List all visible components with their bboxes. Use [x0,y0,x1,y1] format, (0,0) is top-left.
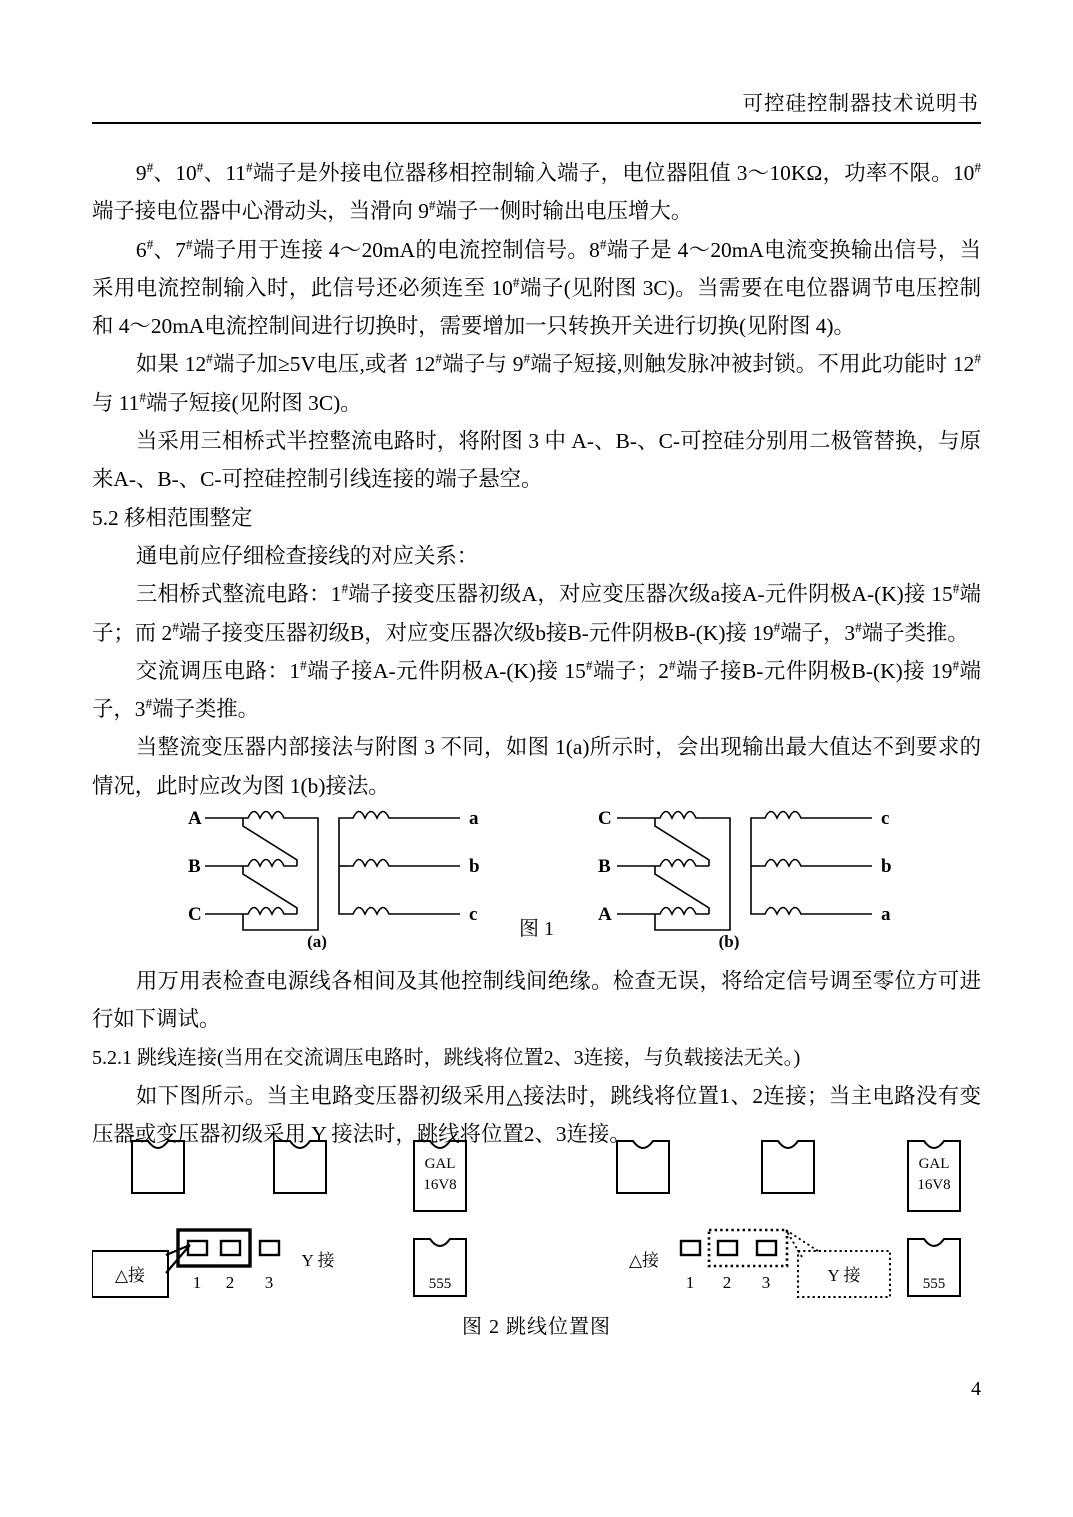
fig2-left-y-label: Y 接 [301,1251,335,1270]
fig1a-secondary-windings [339,812,460,915]
superscript-hash: # [185,236,193,252]
fig2-right-chip-gal-line1: GAL [918,1156,950,1172]
figure-2-left-variant [92,1141,466,1297]
fig2-right-delta-label: △接 [628,1251,660,1270]
fig2-left-pin-label-2: 2 [225,1273,235,1292]
paragraph-terminals-9-10-11: 9#、10#、11#端子是外接电位器移相控制输入端子，电位器阻值 3～10KΩ，功率不限。10#端子接电位器中心滑动头，当滑向 9#端子一侧时输出电压增大。 [92,159,981,224]
superscript-hash: # [145,696,153,712]
superscript-hash: # [435,351,442,367]
page-number: 4 [971,1378,981,1400]
superscript-hash: # [139,389,146,405]
fig2-left-chip-gal-line1: GAL [424,1156,456,1172]
document-body [92,154,981,805]
superscript-hash: # [146,236,154,252]
fig1a-primary-label-C: C [188,904,202,925]
superscript-hash: # [300,657,307,673]
paragraph-multimeter-check: 用万用表检查电源线各相间及其他控制线间绝缘。检查无误，将给定信号调至零位方可进行如下调试。 [92,969,981,1032]
fig1a-sublabel: (a) [307,932,327,950]
fig2-right-socket-1 [617,1141,669,1193]
paragraph-jumper-instructions: 如下图所示。当主电路变压器初级采用△接法时，跳线将位置1、2连接；当主电路没有变压器或变压器初级采用 Y 接法时，跳线将位置2、3连接。 [92,1083,981,1147]
document-body-continued [92,962,981,1153]
superscript-hash: # [669,657,676,673]
fig1a-secondary-label-b: b [469,856,480,877]
figure-1-caption: 图 1 [519,918,554,940]
heading-5-2: 5.2 移相范围整定 [92,505,253,530]
superscript-hash: # [172,619,179,635]
heading-5-2-1: 5.2.1 跳线连接(当用在交流调压电路时，跳线将位置2、3连接，与负载接法无关。) [92,1046,801,1069]
fig1a-secondary-label-a: a [469,808,479,829]
fig2-right-y-label: Y 接 [827,1266,861,1285]
paragraph-terminals-6-7-8: 6#、7#端子用于连接 4～20mA的电流控制信号。8#端子是 4～20mA电流变换输出信号，当采用电流控制输入时，此信号还必须连至 10#端子(见附图 3C)。当需要在电位器调节电压控制和 4～20mA电流控制间进行切换时，需要增加一只转换开关进行切换(见附图 4)。 [92,236,982,339]
superscript-hash: # [341,581,349,597]
fig1a-primary-label-A: A [188,808,202,829]
fig2-left-pin-1[interactable] [188,1241,207,1255]
fig2-left-delta-label: △接 [114,1266,146,1285]
fig1a-primary-label-B: B [188,856,201,877]
fig1b-primary-label-C: C [598,808,612,829]
superscript-hash: # [974,351,981,367]
superscript-hash: # [773,619,781,635]
fig1b-secondary-windings [751,812,872,915]
superscript-hash: # [974,159,981,175]
fig2-right-chip-gal-line2: 16V8 [917,1177,951,1193]
fig2-right-chip-gal [908,1141,960,1211]
fig2-right-pin-label-1: 1 [685,1273,695,1292]
fig2-left-chip-555-label: 555 [428,1276,452,1292]
superscript-hash: # [512,274,520,290]
paragraph-check-wiring: 通电前应仔细检查接线的对应关系： [135,543,479,568]
fig1b-primary-label-B: B [598,856,611,877]
paragraph-three-phase-bridge: 三相桥式整流电路：1#端子接变压器初级A，对应变压器次级a接A-元件阴极A-(K)接 15#端子；而 2#端子接变压器初级B，对应变压器次级b接B-元件阴极B-(K)接 19#端子，3#端子类推。 [92,581,981,645]
superscript-hash: # [585,657,593,673]
page-header [92,86,981,124]
fig2-right-pin-2[interactable] [718,1241,737,1255]
superscript-hash: # [523,351,531,367]
superscript-hash: # [146,159,154,175]
fig1b-secondary-label-c: c [881,808,890,829]
fig1b-secondary-label-a: a [881,904,891,925]
fig2-left-pin-label-1: 1 [192,1273,202,1292]
fig2-right-socket-2 [762,1141,814,1193]
fig1b-secondary-label-b: b [881,856,892,877]
fig2-left-socket-1 [132,1141,184,1193]
fig2-left-chip-gal [414,1141,466,1211]
fig2-left-socket-2 [274,1141,326,1193]
superscript-hash: # [245,159,253,175]
fig2-right-pin-3[interactable] [757,1241,776,1255]
superscript-hash: # [952,581,960,597]
figure-2-caption: 图 2 跳线位置图 [462,1316,611,1338]
fig1a-secondary-label-c: c [469,904,478,925]
fig2-left-delta-leader [166,1245,190,1273]
fig2-left-pin-2[interactable] [221,1241,240,1255]
header-rule [92,122,981,124]
superscript-hash: # [855,619,862,635]
fig2-right-y-leader [786,1230,818,1257]
paragraph-terminal-12-lock: 如果 12#端子加≥5V电压,或者 12#端子与 9#端子短接,则触发脉冲被封锁。不用此功能时 12#与 11#端子短接(见附图 3C)。 [92,351,981,415]
paragraph-transformer-internal: 当整流变压器内部接法与附图 3 不同，如图 1(a)所示时，会出现输出最大值达不到要求的情况，此时应改为图 1(b)接法。 [92,735,981,798]
fig2-left-pin-label-3: 3 [264,1273,274,1292]
fig2-left-pin-3[interactable] [260,1241,279,1255]
figure-2-right-variant [617,1141,960,1297]
fig1b-primary-label-A: A [598,904,612,925]
fig2-right-pin-label-3: 3 [761,1273,771,1292]
fig2-left-chip-gal-line2: 16V8 [423,1177,457,1193]
figure-2-svg [92,1133,981,1318]
superscript-hash: # [428,198,436,214]
figure-2-jumper-diagram [92,1133,981,1318]
header-title: 可控硅控制器技术说明书 [742,93,979,115]
superscript-hash: # [599,236,607,252]
superscript-hash: # [196,159,204,175]
superscript-hash: # [952,657,960,673]
paragraph-ac-voltage-regulation: 交流调压电路：1#端子接A-元件阴极A-(K)接 15#端子；2#端子接B-元件阴极B-(K)接 19#端子，3#端子类推。 [92,657,981,722]
fig1b-sublabel: (b) [718,932,740,950]
paragraph-half-control-rectifier: 当采用三相桥式半控整流电路时，将附图 3 中 A-、B-、C-可控硅分别用二极管替换，与原来A-、B-、C-可控硅控制引线连接的端子悬空。 [92,429,981,492]
fig2-right-chip-555-label: 555 [922,1276,946,1292]
fig2-right-pin-label-2: 2 [722,1273,732,1292]
superscript-hash: # [206,351,213,367]
fig2-right-pin-1[interactable] [681,1241,700,1255]
